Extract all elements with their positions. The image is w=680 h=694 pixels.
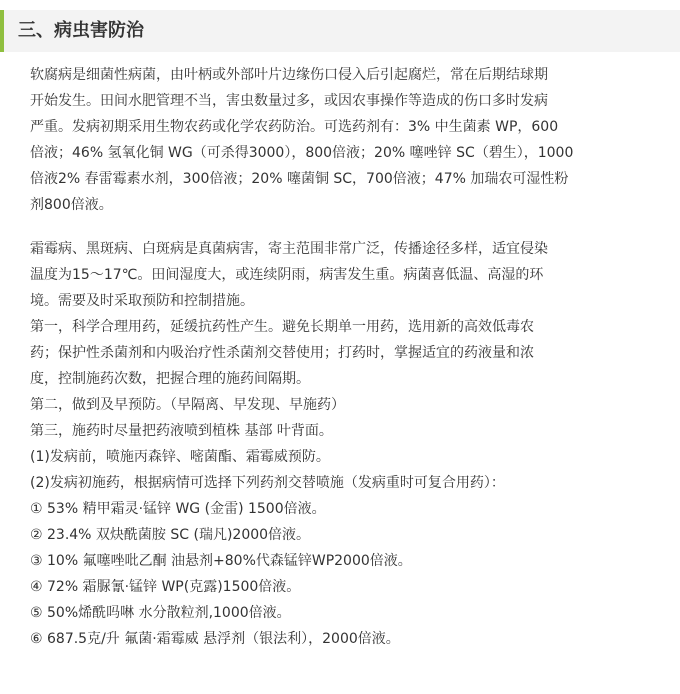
list-item: ④ 72% 霜脲氰·锰锌 WP(克露)1500倍液。 bbox=[30, 579, 301, 595]
text-line: 开始发生。田间水肥管理不当，害虫数量过多，或因农事操作等造成的伤口多时发病 bbox=[30, 93, 548, 109]
text-line: 境。需要及时采取预防和控制措施。 bbox=[30, 293, 254, 309]
text-line: 霜霉病、黑斑病、白斑病是真菌病害，寄主范围非常广泛，传播途径多样，适宜侵染 bbox=[30, 241, 548, 257]
paragraph-spacer bbox=[30, 218, 670, 236]
text-line: 严重。发病初期采用生物农药或化学农药防治。可选药剂有：3% 中生菌素 WP，600 bbox=[30, 119, 559, 135]
list-item: ② 23.4% 双炔酰菌胺 SC (瑞凡)2000倍液。 bbox=[30, 527, 311, 543]
text-line: (1)发病前，喷施丙森锌、嘧菌酯、霜霉威预防。 bbox=[30, 449, 330, 465]
list-item: ① 53% 精甲霜灵·锰锌 WG (金雷) 1500倍液。 bbox=[30, 501, 326, 517]
article-body bbox=[30, 62, 670, 652]
text-line: 倍液；46% 氢氧化铜 WG（可杀得3000），800倍液；20% 噻唑锌 SC（碧生），1000 bbox=[30, 145, 574, 161]
list-item: ⑥ 687.5克/升 氟菌·霜霉威 悬浮剂（银法利），2000倍液。 bbox=[30, 631, 400, 647]
list-item: ⑤ 50%烯酰吗啉 水分散粒剂,1000倍液。 bbox=[30, 605, 291, 621]
text-line: (2)发病初施药，根据病情可选择下列药剂交替喷施（发病重时可复合用药）： bbox=[30, 475, 505, 491]
text-line: 软腐病是细菌性病菌，由叶柄或外部叶片边缘伤口侵入后引起腐烂，常在后期结球期 bbox=[30, 67, 548, 83]
list-item: ③ 10% 氟噻唑吡乙酮 油悬剂+80%代森锰锌WP2000倍液。 bbox=[30, 553, 412, 569]
text-line: 倍液2% 春雷霉素水剂，300倍液；20% 噻菌铜 SC，700倍液；47% 加瑞农可湿性粉 bbox=[30, 171, 569, 187]
text-line: 剂800倍液。 bbox=[30, 197, 113, 213]
text-line: 第二，做到及早预防。（早隔离、早发现、早施药） bbox=[30, 397, 345, 413]
section-header bbox=[0, 10, 680, 52]
text-line: 第一，科学合理用药，延缓抗药性产生。避免长期单一用药，选用新的高效低毒农 bbox=[30, 319, 534, 335]
section-title: 三、病虫害防治 bbox=[18, 20, 144, 41]
paragraph-soft-rot bbox=[30, 62, 670, 218]
text-line: 度，控制施药次数，把握合理的施药间隔期。 bbox=[30, 371, 310, 387]
paragraph-downy-mildew bbox=[30, 236, 670, 652]
text-line: 第三，施药时尽量把药液喷到植株 基部 叶背面。 bbox=[30, 423, 333, 439]
text-line: 药；保护性杀菌剂和内吸治疗性杀菌剂交替使用；打药时，掌握适宜的药液量和浓 bbox=[30, 345, 534, 361]
text-line: 温度为15～17℃。田间湿度大，或连续阴雨，病害发生重。病菌喜低温、高湿的环 bbox=[30, 267, 544, 283]
